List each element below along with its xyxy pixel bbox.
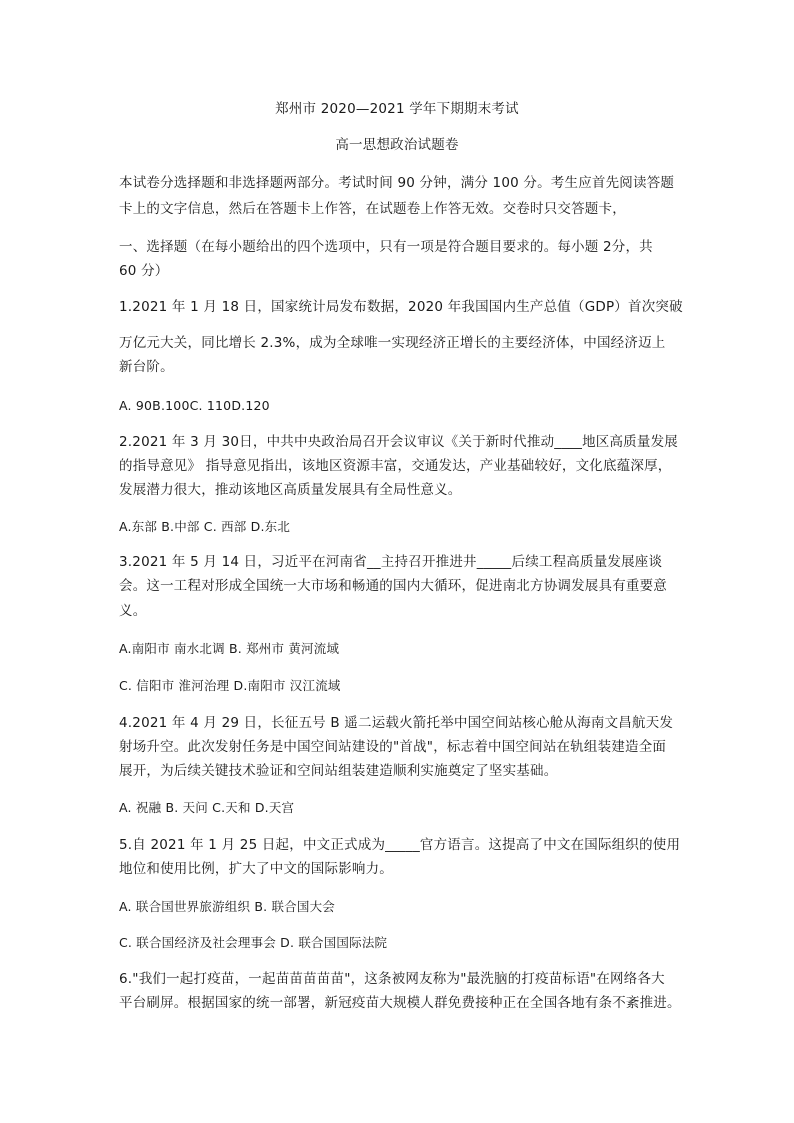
exam-subtitle: 高一思想政治试题卷: [335, 137, 459, 153]
q5-options-line-2: C. 联合国经济及社会理事会 D. 联合国国际法院: [119, 935, 388, 950]
q2-stem-line-3: 发展潜力很大，推动该地区高质量发展具有全局性意义。: [119, 482, 462, 498]
q3-stem-line-1: 3.2021 年 5 月 14 日，习近平在河南省__主持召开推进井_____后续工程高质量发展座谈: [119, 554, 663, 570]
intro-line-1: 本试卷分选择题和非选择题两部分。考试时间 90 分钟，满分 100 分。考生应首先阅读答题: [119, 175, 675, 191]
q4-stem-line-3: 展开，为后续关键技术验证和空间站组装建造顺利实施奠定了坚实基础。: [119, 763, 558, 779]
q2-options: A.东部 B.中部 C. 西部 D.东北: [119, 519, 291, 534]
q3-options-line-2: C. 信阳市 淮河治理 D.南阳市 汉江流域: [119, 678, 341, 693]
q5-stem-line-2: 地位和使用比例，扩大了中文的国际影响力。: [119, 861, 393, 877]
q2-stem-line-2: 的指导意见》 指导意见指出，该地区资源丰富，交通发达，产业基础较好，文化底蕴深厚，: [119, 458, 672, 474]
exam-title: 郑州市 2020—2021 学年下期期末考试: [275, 101, 519, 117]
q3-stem-line-3: 义。: [119, 603, 147, 619]
q3-options-line-1: A.南阳市 南水北调 B. 郑州市 黄河流域: [119, 641, 340, 656]
q1-stem-line-3: 新台阶。: [119, 359, 174, 375]
q4-stem-line-2: 射场升空。此次发射任务是中国空间站建设的"首战"，标志着中国空间站在轨组装建造全面: [119, 739, 667, 755]
section-heading-line-1: 一、选择题（在每小题给出的四个选项中，只有一项是符合题目要求的。每小题 2分，共: [119, 239, 653, 255]
q1-stem-line-2: 万亿元大关，同比增长 2.3%，成为全球唯一实现经济正增长的主要经济体，中国经济迈上: [119, 335, 666, 351]
q1-options: A. 90B.100C. 110D.120: [119, 398, 270, 413]
q4-options: A. 祝融 B. 天问 C.天和 D.天宫: [119, 800, 295, 815]
q1-stem-line-1: 1.2021 年 1 月 18 日，国家统计局发布数据，2020 年我国国内生产总值（GDP）首次突破: [119, 299, 683, 315]
q5-stem-line-1: 5.自 2021 年 1 月 25 日起，中文正式成为_____官方语言。这提高了中文在国际组织的使用: [119, 837, 681, 853]
q5-options-line-1: A. 联合国世界旅游组织 B. 联合国大会: [119, 899, 335, 914]
q6-stem-line-1: 6."我们一起打疫苗，一起苗苗苗苗苗"，这条被网友称为"最洗脑的打疫苗标语"在网络各大: [119, 971, 665, 987]
intro-line-2: 卡上的文字信息，然后在答题卡上作答，在试题卷上作答无效。交卷时只交答题卡，: [119, 201, 626, 217]
q6-stem-line-2: 平台刷屏。根据国家的统一部署，新冠疫苗大规模人群免费接种正在全国各地有条不紊推进。: [119, 995, 681, 1011]
section-heading-line-2: 60 分）: [119, 263, 169, 279]
q4-stem-line-1: 4.2021 年 4 月 29 日，长征五号 B 遥二运载火箭托举中国空间站核心舱从海南文昌航天发: [119, 715, 674, 731]
q2-stem-line-1: 2.2021 年 3 月 30日，中共中央政治局召开会议审议《关于新时代推动____地区高质量发展: [119, 434, 678, 450]
q3-stem-line-2: 会。这一工程对形成全国统一大市场和畅通的国内大循环，促进南北方协调发展具有重要意: [119, 578, 667, 594]
